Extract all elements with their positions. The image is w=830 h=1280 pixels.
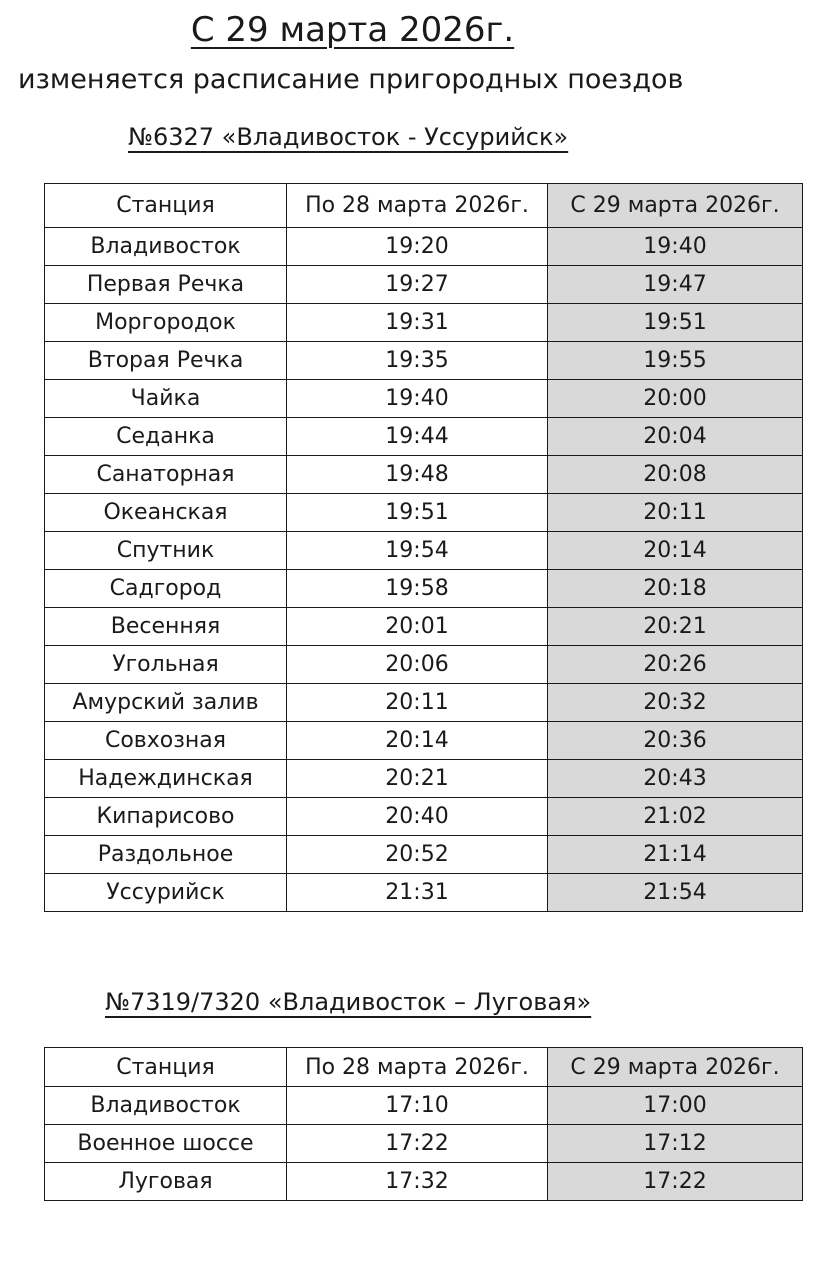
train-6327-title: №6327 «Владивосток - Уссурийск»	[128, 123, 569, 151]
new-time-cell: 21:02	[548, 798, 803, 836]
old-time-cell: 20:14	[287, 722, 548, 760]
station-cell: Спутник	[45, 532, 287, 570]
new-time-cell: 20:00	[548, 380, 803, 418]
new-time-cell: 19:51	[548, 304, 803, 342]
train-6327-schedule-table	[44, 183, 803, 912]
station-cell: Океанская	[45, 494, 287, 532]
new-time-cell: 20:26	[548, 646, 803, 684]
station-cell: Владивосток	[45, 1087, 287, 1125]
old-time-cell: 17:22	[287, 1125, 548, 1163]
column-header-old-time: По 28 марта 2026г.	[287, 184, 548, 228]
table-row	[45, 532, 803, 570]
table-row	[45, 380, 803, 418]
old-time-cell: 19:54	[287, 532, 548, 570]
station-cell: Кипарисово	[45, 798, 287, 836]
new-time-cell: 20:36	[548, 722, 803, 760]
table-row	[45, 494, 803, 532]
station-cell: Чайка	[45, 380, 287, 418]
table-row	[45, 646, 803, 684]
station-cell: Раздольное	[45, 836, 287, 874]
new-time-cell: 20:04	[548, 418, 803, 456]
station-cell: Надеждинская	[45, 760, 287, 798]
table-row	[45, 1087, 803, 1125]
station-cell: Владивосток	[45, 228, 287, 266]
new-time-cell: 20:14	[548, 532, 803, 570]
new-time-cell: 20:08	[548, 456, 803, 494]
new-time-cell: 20:21	[548, 608, 803, 646]
table-row	[45, 1125, 803, 1163]
new-time-cell: 17:12	[548, 1125, 803, 1163]
station-cell: Угольная	[45, 646, 287, 684]
table-row	[45, 266, 803, 304]
station-cell: Весенняя	[45, 608, 287, 646]
table-header-row	[45, 1048, 803, 1087]
page-title-text: С 29 марта 2026г.	[190, 10, 515, 50]
page-title	[0, 8, 705, 52]
new-time-cell: 17:22	[548, 1163, 803, 1201]
column-header-station: Станция	[45, 184, 287, 228]
new-time-cell: 19:40	[548, 228, 803, 266]
station-cell: Луговая	[45, 1163, 287, 1201]
old-time-cell: 19:20	[287, 228, 548, 266]
old-time-cell: 19:58	[287, 570, 548, 608]
station-cell: Первая Речка	[45, 266, 287, 304]
old-time-cell: 19:31	[287, 304, 548, 342]
table-row	[45, 608, 803, 646]
table-row	[45, 304, 803, 342]
new-time-cell: 21:54	[548, 874, 803, 912]
table-header-row	[45, 184, 803, 228]
table-row	[45, 228, 803, 266]
table-row	[45, 874, 803, 912]
old-time-cell: 20:06	[287, 646, 548, 684]
old-time-cell: 19:35	[287, 342, 548, 380]
new-time-cell: 20:43	[548, 760, 803, 798]
new-time-cell: 19:55	[548, 342, 803, 380]
station-cell: Военное шоссе	[45, 1125, 287, 1163]
station-cell: Седанка	[45, 418, 287, 456]
table-row	[45, 342, 803, 380]
old-time-cell: 17:32	[287, 1163, 548, 1201]
old-time-cell: 21:31	[287, 874, 548, 912]
table-row	[45, 798, 803, 836]
new-time-cell: 19:47	[548, 266, 803, 304]
table-row	[45, 1163, 803, 1201]
column-header-station: Станция	[45, 1048, 287, 1087]
train-7319-rows	[45, 1087, 803, 1201]
new-time-cell: 20:18	[548, 570, 803, 608]
table-row	[45, 722, 803, 760]
old-time-cell: 19:44	[287, 418, 548, 456]
station-cell: Моргородок	[45, 304, 287, 342]
old-time-cell: 20:11	[287, 684, 548, 722]
station-cell: Садгород	[45, 570, 287, 608]
page-subtitle: изменяется расписание пригородных поездов	[18, 64, 684, 95]
old-time-cell: 17:10	[287, 1087, 548, 1125]
table-row	[45, 456, 803, 494]
station-cell: Совхозная	[45, 722, 287, 760]
old-time-cell: 20:40	[287, 798, 548, 836]
table-row	[45, 760, 803, 798]
old-time-cell: 20:21	[287, 760, 548, 798]
column-header-old-time: По 28 марта 2026г.	[287, 1048, 548, 1087]
station-cell: Амурский залив	[45, 684, 287, 722]
train-7319-schedule-table	[44, 1047, 803, 1201]
table-row	[45, 570, 803, 608]
new-time-cell: 20:11	[548, 494, 803, 532]
old-time-cell: 19:48	[287, 456, 548, 494]
station-cell: Санаторная	[45, 456, 287, 494]
table-row	[45, 684, 803, 722]
table-row	[45, 418, 803, 456]
station-cell: Уссурийск	[45, 874, 287, 912]
old-time-cell: 19:27	[287, 266, 548, 304]
new-time-cell: 17:00	[548, 1087, 803, 1125]
train-7319-title: №7319/7320 «Владивосток – Луговая»	[105, 988, 592, 1016]
old-time-cell: 20:52	[287, 836, 548, 874]
old-time-cell: 19:40	[287, 380, 548, 418]
new-time-cell: 21:14	[548, 836, 803, 874]
table-row	[45, 836, 803, 874]
column-header-new-time: С 29 марта 2026г.	[548, 1048, 803, 1087]
old-time-cell: 19:51	[287, 494, 548, 532]
new-time-cell: 20:32	[548, 684, 803, 722]
old-time-cell: 20:01	[287, 608, 548, 646]
column-header-new-time: С 29 марта 2026г.	[548, 184, 803, 228]
station-cell: Вторая Речка	[45, 342, 287, 380]
train-6327-rows	[45, 228, 803, 912]
